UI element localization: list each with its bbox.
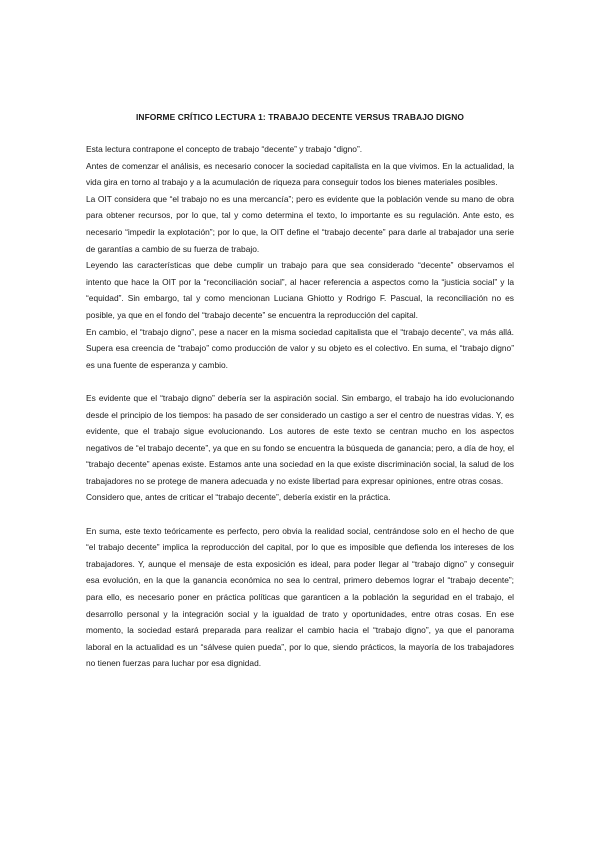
- paragraph-consider: Considero que, antes de criticar el “trabajo decente”, debería existir en la práctica.: [86, 492, 391, 503]
- document-title: INFORME CRÍTICO LECTURA 1: TRABAJO DECENTE VERSUS TRABAJO DIGNO: [136, 112, 464, 122]
- paragraph-spacer: [86, 373, 514, 390]
- paragraph-context: Antes de comenzar el análisis, es necesario conocer la sociedad capitalista en la que vivimos. En la actualidad, la vida gira en torno al trabajo y a la acumulación de riqueza para conseguir todos los bienes materiales posibles.: [86, 160, 514, 188]
- paragraph-characteristics: Leyendo las características que debe cumplir un trabajo para que sea considerado “decente” observamos el intento que hace la OIT por la “reconciliación social”, al hacer referencia a aspectos como la “justicia social” y la “equidad”. Sin embargo, tal y como mencionan Luciana Ghiotto y Rodrigo F. Pascual, la reconciliación no es posible, ya que en el fondo del “trabajo decente” se encuentra la reproducción del capital.: [86, 260, 514, 320]
- paragraph-trabajo-digno: En cambio, el “trabajo digno”, pese a nacer en la misma sociedad capitalista que el “trabajo decente”, va más allá. Supera esa creencia de “trabajo” como producción de valor y su objeto es el colectivo. En suma, el “trabajo digno” es una fuente de esperanza y cambio.: [86, 326, 514, 370]
- paragraph-spacer: [86, 506, 514, 523]
- paragraph-conclusion: En suma, este texto teóricamente es perfecto, pero obvia la realidad social, centrándose solo en el hecho de que “el trabajo decente” implica la reproducción del capital, por lo que es imposible que defienda los intereses de los trabajadores. Y, aunque el mensaje de esta exposición es ideal, para poder llegar al “trabajo digno” y conseguir esa evolución, en la que la ganancia económica no sea lo central, primero debemos lograr el “trabajo decente”; para ello, es necesario poner en práctica políticas que garanticen a la población la seguridad en el trabajo, el desarrollo personal y la integración social y la igualdad de trato y oportunidades, entre otras cosas. En ese momento, la sociedad estará preparada para realizar el cambio hacia el “trabajo digno”, ya que el panorama laboral en la actualidad es un “sálvese quien pueda”, por lo que, siendo prácticos, la mayoría de los trabajadores no tienen fuerzas para luchar por esa dignidad.: [86, 525, 514, 669]
- paragraph-evolution: Es evidente que el “trabajo digno” debería ser la aspiración social. Sin embargo, el trabajo ha ido evolucionando desde el principio de los tiempos: ha pasado de ser considerado un castigo a ser el centro de nuestras vidas. Y, es evidente, que el trabajo sigue evolucionando. Los autores de este texto se centran mucho en los aspectos negativos de “el trabajo decente”, ya que en su fondo se encuentra la búsqueda de ganancia; pero, a día de hoy, el “trabajo decente” apenas existe. Estamos ante una sociedad en la que existe discriminación social, la salud de los trabajadores no se protege de manera adecuada y no existe libertad para expresar opiniones, entre otras cosas.: [86, 392, 514, 486]
- document-page: [86, 112, 514, 672]
- paragraph-oit: La OIT considera que “el trabajo no es una mercancía”; pero es evidente que la población vende su mano de obra para obtener recursos, por lo que, tal y como determina el texto, lo importante es su regulación. Ante esto, es necesario “impedir la explotación”; por lo que, la OIT define el “trabajo decente” para darle al trabajador una serie de garantías a cambio de su fuerza de trabajo.: [86, 193, 514, 254]
- paragraph-intro: Esta lectura contrapone el concepto de trabajo “decente” y trabajo “digno”.: [86, 144, 363, 154]
